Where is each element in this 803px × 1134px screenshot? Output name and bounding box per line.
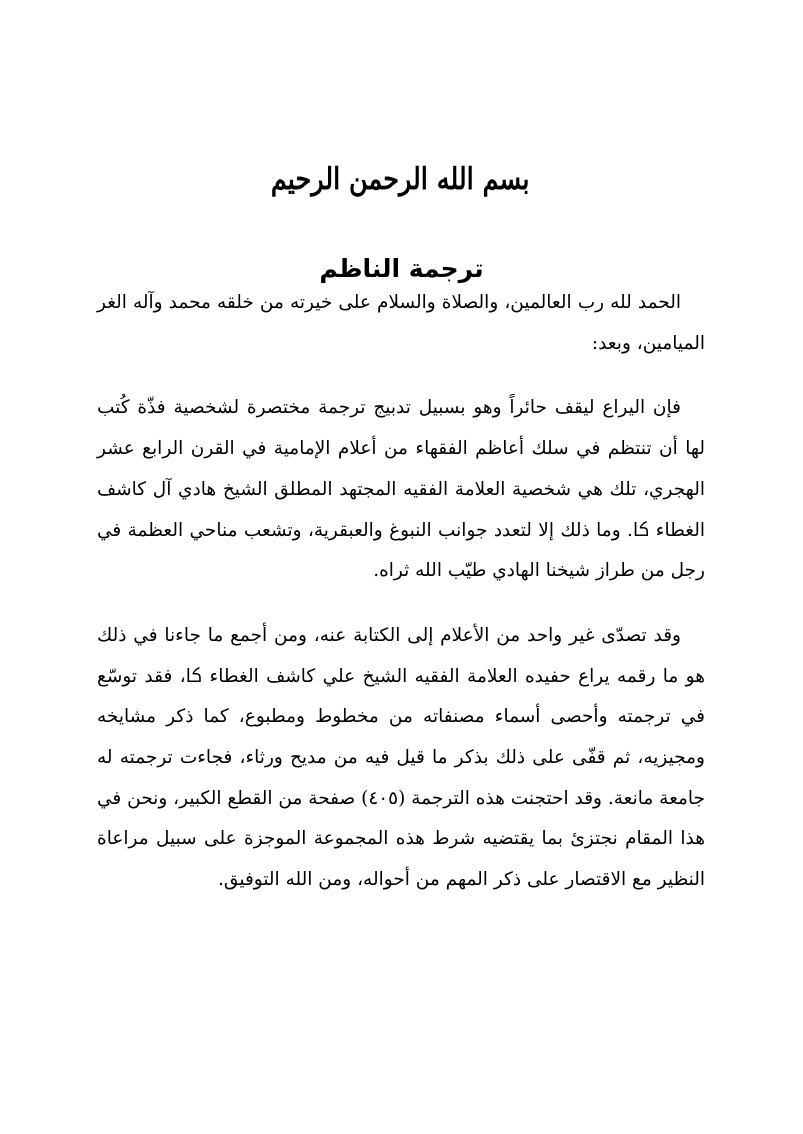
basmala-text: بسم الله الرحمن الرحيم [270,161,530,197]
paragraph-sources: وقد تصدّى غير واحد من الأعلام إلى الكتابة عنه، ومن أجمع ما جاءنا في ذلك هو ما رقمه يراع حفيده العلامة الفقيه الشيخ علي كاشف الغطاء ﰷ، فقد توسّع في ترجمته وأحصى أسماء مصنفاته من مخطوط ومطبوع، كما ذكر مشايخه ومجيزيه، ثم قفّى على ذلك بذكر ما قيل فيه من مديح ورثاء، فجاءت ترجمته له جامعة مانعة. وقد احتجنت هذه الترجمة (٤٠٥) صفحة من القطع الكبير، ونحن في هذا المقام نجتزئ بما يقتضيه شرط هذه المجموعة الموجزة على سبيل مراعاة النظير مع الاقتصار على ذكر المهم من أحواله، ومن الله التوفيق. [97,624,705,891]
paragraph-opening: الحمد لله رب العالمين، والصلاة والسلام على خيرته من خلقه محمد وآله الغر الميامين، وبعد: [97,292,705,354]
body-text [97,283,705,901]
page-title: ترجمة الناظم [319,253,484,283]
basmala-calligraphy [270,150,530,208]
paragraph-introduction: فإن اليراع ليقف حائراً وهو بسبيل تدبيج ترجمة مختصرة لشخصية فذّة كُتب لها أن تنتظم في سلك أعاظم الفقهاء من أعلام الإمامية في القرن الرابع عشر الهجري، تلك هي شخصية العلامة الفقيه المجتهد المطلق الشيخ هادي آل كاشف الغطاء ﰷ. وما ذلك إلا لتعدد جوانب النبوغ والعبقرية، وتشعب مناحي العظمة في رجل من طراز شيخنا الهادي طيّب الله ثراه. [97,397,705,582]
